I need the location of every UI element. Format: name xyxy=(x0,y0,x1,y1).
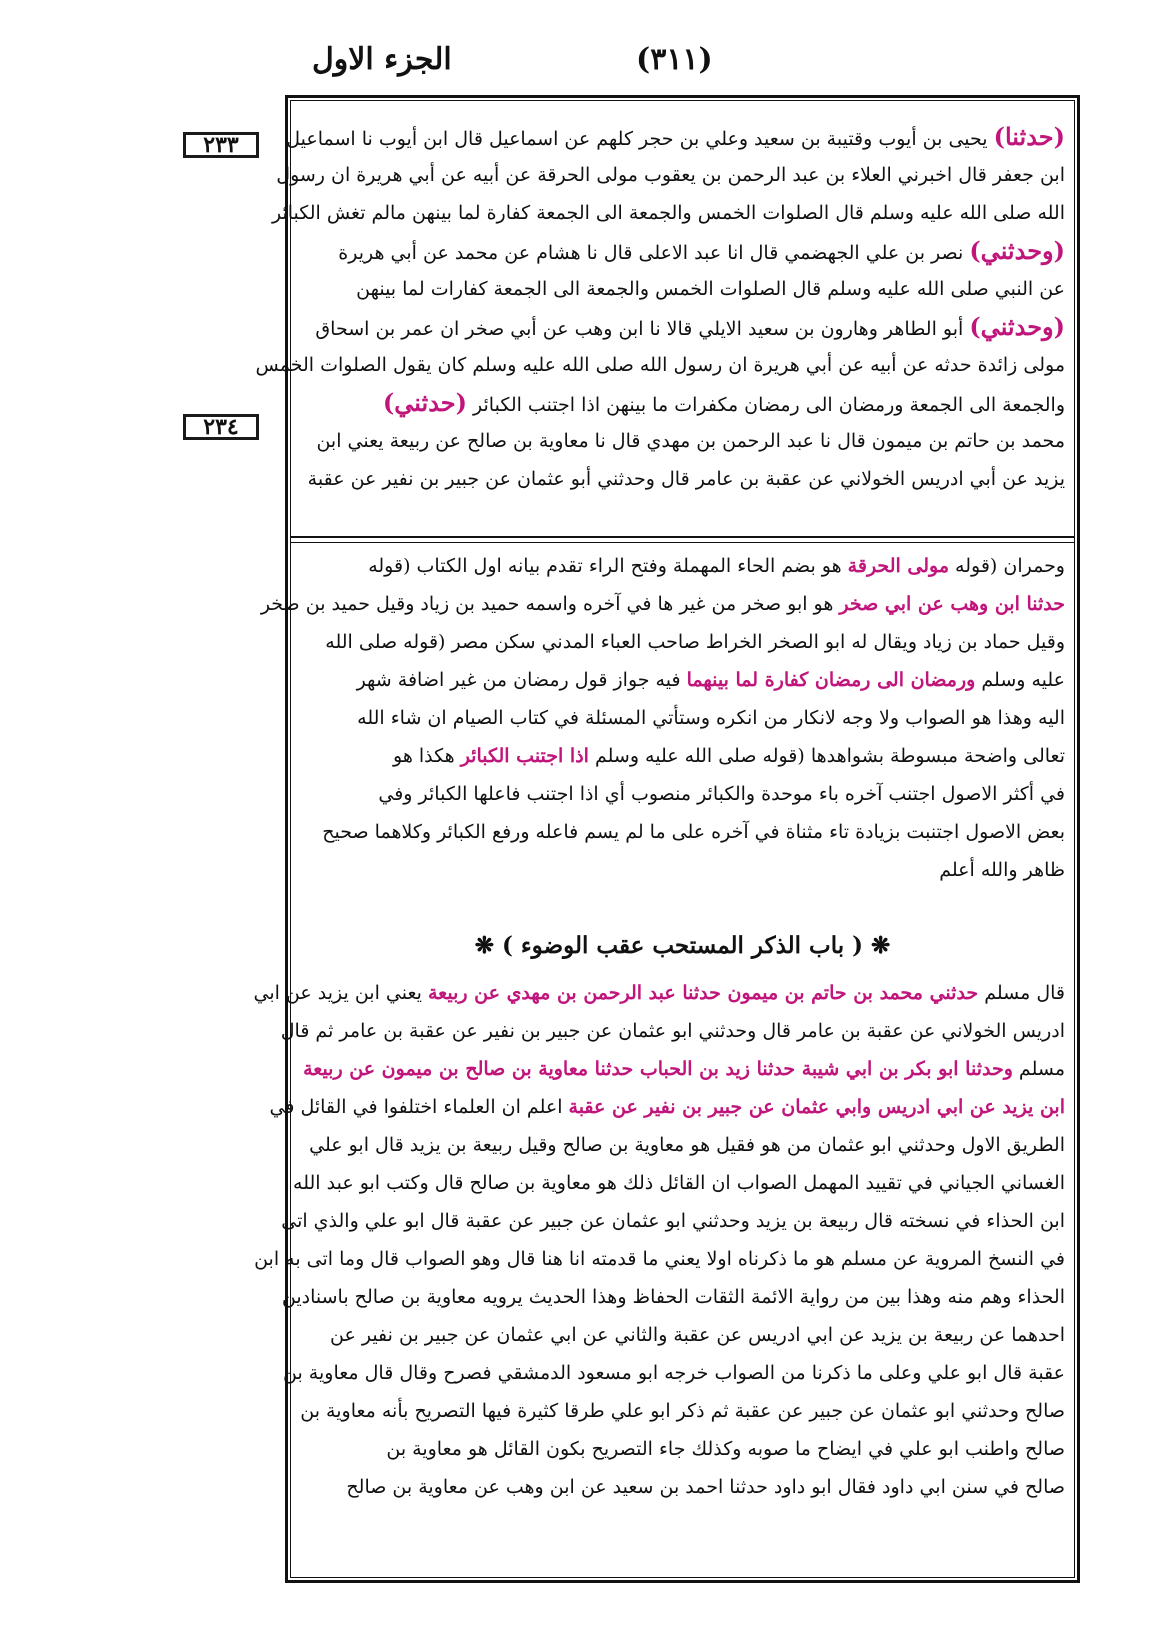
sharh-line xyxy=(300,1392,1065,1430)
matn-line xyxy=(255,346,1065,384)
matn-text: عن النبي صلى الله عليه وسلم قال الصلوات الخمس والجمعة الى الجمعة كفارات لما بينهن xyxy=(356,278,1065,300)
quoted-phrase: اذا اجتنب الكبائر xyxy=(460,745,589,767)
sharh-text: هو ابو صخر من غير ها في آخره واسمه حميد بن زياد وقيل حميد بن صخر xyxy=(260,593,840,615)
quoted-phrase: حدثني محمد بن حاتم بن ميمون حدثنا عبد الرحمن بن مهدي عن ربيعة xyxy=(427,982,979,1004)
sharh-text: وحمران (قوله xyxy=(949,555,1065,577)
sharh-text: اليه وهذا هو الصواب ولا وجه لانكار من انكره وستأتي المسئلة في كتاب الصيام ان شاء الله xyxy=(357,707,1065,729)
sharh-text: صالح وحدثني ابو عثمان عن جبير عن عقبة ثم ذكر ابو علي طرقا كثيرة فيها التصريح بأنه معاوية بن xyxy=(300,1400,1065,1422)
matn-line xyxy=(300,460,1065,498)
matn-line xyxy=(286,118,1065,156)
sharh-text: قال مسلم xyxy=(978,982,1065,1004)
matn-line xyxy=(300,384,1065,422)
matn-text: مولى زائدة حدثه عن أبيه عن أبي هريرة ان رسول الله صلى الله عليه وسلم كان يقول الصلوات الخمس xyxy=(255,354,1065,376)
sharh-line xyxy=(300,813,1065,851)
sharh-line xyxy=(300,851,1065,889)
sharh-line xyxy=(300,1126,1065,1164)
matn-text: ابن جعفر قال اخبرني العلاء بن عبد الرحمن بن يعقوب مولى الحرقة عن أبيه عن أبي هريرة ان رسول xyxy=(276,164,1065,186)
sharh-text: بعض الاصول اجتنبت بزيادة تاء مثناة في آخره على ما لم يسم فاعله ورفع الكبائر وكلاهما صحيح xyxy=(322,821,1065,843)
sharh-line xyxy=(300,1430,1065,1468)
sharh-line xyxy=(300,623,1065,661)
sharh-line xyxy=(300,699,1065,737)
sharh-text: تعالى واضحة مبسوطة بشواهدها (قوله صلى الله عليه وسلم xyxy=(588,745,1065,767)
sharh-line xyxy=(254,1240,1065,1278)
sharh-text: وقيل حماد بن زياد ويقال له ابو الصخر الخراط صاحب العباء المدني سكن مصر (قوله صلى الله xyxy=(325,631,1065,653)
matn-line xyxy=(300,422,1065,460)
sharh-line xyxy=(253,974,1065,1012)
sharh-line xyxy=(260,585,1065,623)
sharh-text: عقبة قال ابو علي وعلى ما ذكرنا من الصواب خرجه ابو مسعود الدمشقي فصرح وقال قال معاوية بن xyxy=(283,1362,1065,1384)
sharh-text: الطريق الاول وحدثني ابو عثمان من هو فقيل هو معاوية بن صالح وقيل ربيعة بن يزيد قال ابو علي xyxy=(309,1134,1065,1156)
sharh-text: ادريس الخولاني عن عقبة بن عامر قال وحدثني ابو عثمان عن جبير بن نفير عن عقبة بن عامر ثم قال xyxy=(280,1020,1065,1042)
sharh-text: صالح في سنن ابي داود فقال ابو داود حدثنا احمد بن سعيد عن ابن وهب عن معاوية بن صالح xyxy=(346,1476,1065,1498)
matn-text: يزيد عن أبي ادريس الخولاني عن عقبة بن عامر قال وحدثني أبو عثمان عن جبير بن نفير عن عقبة xyxy=(307,468,1065,490)
section-divider xyxy=(290,542,1075,543)
sharh-block xyxy=(260,547,1065,889)
sharh-line xyxy=(280,1012,1065,1050)
matn-text: الله صلى الله عليه وسلم قال الصلوات الخمس والجمعة الى الجمعة كفارة لما بينهن مالم تغش الكبائر xyxy=(271,202,1065,224)
matn-line xyxy=(300,232,1065,270)
sharh-text: احدهما عن ربيعة بن يزيد عن ابي ادريس عن عقبة والثاني عن ابي عثمان عن جبير بن نفير عن xyxy=(330,1324,1065,1346)
sharh-line xyxy=(281,1278,1065,1316)
sharh-line xyxy=(300,775,1065,813)
sharh-text: صالح واطنب ابو علي في ايضاح ما صوبه وكذلك جاء التصريح بكون القائل هو معاوية بن xyxy=(386,1438,1065,1460)
sharh-block-2 xyxy=(253,974,1065,1506)
sharh-text: الغساني الجياني في تقييد المهمل الصواب ان القائل ذلك هو معاوية بن صالح قال وكتب ابو عبد الله xyxy=(293,1172,1065,1194)
sharh-line xyxy=(283,1354,1065,1392)
matn-line xyxy=(271,194,1065,232)
matn-text: نصر بن علي الجهضمي قال انا عبد الاعلى قال نا هشام عن محمد عن أبي هريرة xyxy=(338,242,970,264)
sharh-text: مسلم xyxy=(1012,1058,1065,1080)
sharh-line xyxy=(300,661,1065,699)
sharh-text: ابن الحذاء في نسخته قال ربيعة بن يزيد وحدثني ابو عثمان عن جبير عن عقبة قال ابو علي والذي اتى xyxy=(281,1210,1065,1232)
sharh-line xyxy=(300,547,1065,585)
sharh-line xyxy=(300,1316,1065,1354)
sharh-text: هو بضم الحاء المهملة وفتح الراء تقدم بيانه اول الكتاب (قوله xyxy=(368,555,848,577)
sharh-text: عليه وسلم xyxy=(975,669,1065,691)
matn-text: يحيى بن أيوب وقتيبة بن سعيد وعلي بن حجر كلهم عن اسماعيل قال ابن أيوب نا اسماعيل xyxy=(286,128,994,150)
sharh-line xyxy=(293,1164,1065,1202)
matn-line xyxy=(300,270,1065,308)
sharh-text: في أكثر الاصول اجتنب آخره باء موحدة والكبائر منصوب أي اذا اجتنب فاعلها الكبائر وفي xyxy=(378,783,1065,805)
matn-line xyxy=(276,156,1065,194)
sharh-text: فيه جواز قول رمضان من غير اضافة شهر xyxy=(356,669,687,691)
narration-lead: (وحدثني) xyxy=(969,312,1065,341)
sharh-line xyxy=(300,1050,1065,1088)
sharh-line xyxy=(269,1088,1065,1126)
quoted-phrase: وحدثنا ابو بكر بن ابي شيبة حدثنا زيد بن الحباب حدثنا معاوية بن صالح بن ميمون عن ربيعة xyxy=(303,1058,1013,1080)
quoted-phrase: حدثنا ابن وهب عن ابي صخر xyxy=(839,593,1065,615)
sharh-text: الحذاء وهم منه وهذا بين من رواية الائمة الثقات الحفاظ وهذا الحديث يرويه معاوية بن صالح باسنادين xyxy=(281,1286,1065,1308)
quoted-phrase: مولى الحرقة xyxy=(847,555,949,577)
section-divider xyxy=(290,536,1075,538)
narration-lead: (حدثنا) xyxy=(993,122,1065,151)
sharh-text: هكذا هو xyxy=(393,745,461,767)
chapter-title: ❋ ( باب الذكر المستحب عقب الوضوء ) ❋ xyxy=(474,932,891,959)
narration-lead: (حدثني) xyxy=(382,388,467,417)
hadith-number-badge: ٢٣٣ xyxy=(183,132,259,158)
sharh-text: يعني ابن يزيد عن ابي xyxy=(253,982,428,1004)
volume-label: الجزء الاول xyxy=(312,42,452,77)
matn-line xyxy=(300,308,1065,346)
hadith-number-badge: ٢٣٤ xyxy=(183,414,259,440)
sharh-text: ظاهر والله أعلم xyxy=(939,859,1065,881)
narration-lead: (وحدثني) xyxy=(969,236,1065,265)
matn-block xyxy=(255,118,1065,498)
sharh-text: في النسخ المروية عن مسلم هو ما ذكرناه اولا يعني ما قدمته انا هنا قال وهو الصواب قال وما اتى به ابن xyxy=(254,1248,1065,1270)
matn-text: محمد بن حاتم بن ميمون قال نا عبد الرحمن بن مهدي قال نا معاوية بن صالح عن ربيعة يعني ابن xyxy=(316,430,1065,452)
matn-text: والجمعة الى الجمعة ورمضان الى رمضان مكفرات ما بينهن اذا اجتنب الكبائر xyxy=(473,394,1065,416)
sharh-line xyxy=(281,1202,1065,1240)
sharh-text: اعلم ان العلماء اختلفوا في القائل في xyxy=(269,1096,569,1118)
sharh-line xyxy=(300,737,1065,775)
matn-text: أبو الطاهر وهارون بن سعيد الايلي قالا نا ابن وهب عن أبي صخر ان عمر بن اسحاق xyxy=(315,318,970,340)
sharh-line xyxy=(300,1468,1065,1506)
quoted-phrase: ورمضان الى رمضان كفارة لما بينهما xyxy=(686,669,976,691)
page-number: (٣١١) xyxy=(636,42,713,77)
quoted-phrase: ابن يزيد عن ابي ادريس وابي عثمان عن جبير بن نفير عن عقبة xyxy=(568,1096,1065,1118)
